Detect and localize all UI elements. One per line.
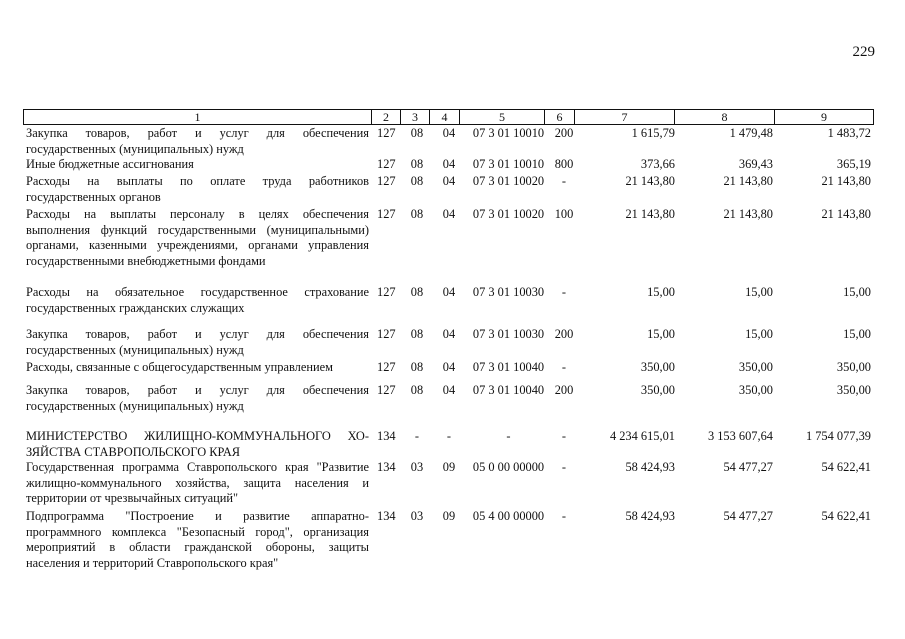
row-expense-type: - <box>561 429 567 443</box>
header-col-3: 3 <box>401 110 430 125</box>
row-expense-type: - <box>561 360 567 374</box>
row-amount-8: 369,43 <box>738 157 773 171</box>
row-section: 08 <box>410 285 424 299</box>
row-expense-type: - <box>561 509 567 523</box>
row-target-article: 07 3 01 10030 <box>472 285 545 299</box>
row-target-article: 07 3 01 10020 <box>472 174 545 188</box>
header-col-2: 2 <box>372 110 401 125</box>
row-subsection: 04 <box>442 174 456 188</box>
row-amount-7: 15,00 <box>647 285 675 299</box>
row-description: Расходы на выплаты по оплате труда работников государственных органов <box>26 174 369 204</box>
row-target-article: 07 3 01 10010 <box>472 126 545 140</box>
row-section: 08 <box>410 126 424 140</box>
row-target-article: 07 3 01 10040 <box>472 383 545 397</box>
row-amount-9: 365,19 <box>836 157 871 171</box>
row-expense-type: 200 <box>554 327 574 341</box>
row-ministry-code: 127 <box>377 360 396 374</box>
row-amount-8: 350,00 <box>738 383 773 397</box>
row-subsection: 04 <box>442 157 456 171</box>
row-expense-type: 100 <box>554 207 574 221</box>
row-section: 08 <box>410 157 424 171</box>
row-amount-7: 58 424,93 <box>625 460 675 474</box>
row-description: Расходы, связанные с общегосударственным управлением <box>26 360 333 374</box>
row-description: Закупка товаров, работ и услуг для обеспечения государственных (муниципальных) нужд <box>26 327 369 357</box>
row-target-article: 07 3 01 10040 <box>472 360 545 374</box>
header-col-7: 7 <box>575 110 675 125</box>
row-description: МИНИСТЕРСТВО ЖИЛИЩНО-КОММУНАЛЬНОГО ХО-ЗЯЙСТВА СТАВРОПОЛЬСКОГО КРАЯ <box>26 429 369 459</box>
row-amount-7: 350,00 <box>640 383 675 397</box>
row-section: 08 <box>410 327 424 341</box>
row-ministry-code: 134 <box>377 509 396 523</box>
row-amount-8: 21 143,80 <box>723 174 773 188</box>
row-amount-9: 15,00 <box>843 285 871 299</box>
row-ministry-code: 127 <box>377 327 396 341</box>
row-ministry-code: 127 <box>377 285 396 299</box>
header-col-4: 4 <box>430 110 460 125</box>
row-expense-type: 800 <box>554 157 574 171</box>
row-description: Расходы на выплаты персоналу в целях обеспечения выполнения функций государственными (муниципальными) органами, казенными учреждениями, органами управления государственными внебюджетными фондами <box>26 207 369 268</box>
row-description: Подпрограмма "Построение и развитие аппаратно-программного комплекса "Безопасный город", организация мероприятий в области гражданской обороны, защиты населения и территорий Ставропольского края" <box>26 509 369 570</box>
row-ministry-code: 127 <box>377 383 396 397</box>
row-amount-8: 15,00 <box>745 285 773 299</box>
row-amount-8: 3 153 607,64 <box>707 429 773 443</box>
row-subsection: 04 <box>442 360 456 374</box>
row-amount-8: 350,00 <box>738 360 773 374</box>
row-ministry-code: 127 <box>377 157 396 171</box>
row-subsection: - <box>446 429 452 443</box>
row-target-article: 07 3 01 10020 <box>472 207 545 221</box>
row-amount-9: 15,00 <box>843 327 871 341</box>
row-section: 08 <box>410 383 424 397</box>
row-target-article: 07 3 01 10010 <box>472 157 545 171</box>
row-amount-9: 21 143,80 <box>821 174 871 188</box>
row-description: Расходы на обязательное государственное страхование государственных гражданских служащих <box>26 285 369 315</box>
row-amount-7: 58 424,93 <box>625 509 675 523</box>
row-ministry-code: 127 <box>377 126 396 140</box>
row-subsection: 04 <box>442 207 456 221</box>
page-number: 229 <box>852 44 875 60</box>
column-number-header <box>23 109 874 125</box>
row-section: 03 <box>410 509 424 523</box>
row-amount-8: 54 477,27 <box>723 509 773 523</box>
row-subsection: 04 <box>442 327 456 341</box>
row-section: 08 <box>410 207 424 221</box>
row-section: 08 <box>410 174 424 188</box>
row-amount-7: 21 143,80 <box>625 174 675 188</box>
row-amount-7: 4 234 615,01 <box>609 429 675 443</box>
row-expense-type: - <box>561 174 567 188</box>
header-col-8: 8 <box>675 110 775 125</box>
row-target-article: 05 0 00 00000 <box>472 460 545 474</box>
row-subsection: 09 <box>442 460 456 474</box>
row-expense-type: 200 <box>554 126 574 140</box>
header-col-1: 1 <box>24 110 372 125</box>
row-expense-type: - <box>561 460 567 474</box>
header-col-9: 9 <box>775 110 874 125</box>
row-amount-8: 54 477,27 <box>723 460 773 474</box>
row-expense-type: - <box>561 285 567 299</box>
row-amount-9: 1 754 077,39 <box>805 429 871 443</box>
row-amount-9: 350,00 <box>836 360 871 374</box>
row-amount-7: 373,66 <box>640 157 675 171</box>
row-amount-7: 1 615,79 <box>631 126 675 140</box>
row-amount-9: 21 143,80 <box>821 207 871 221</box>
row-description: Закупка товаров, работ и услуг для обеспечения государственных (муниципальных) нужд <box>26 383 369 413</box>
row-section: - <box>414 429 420 443</box>
row-amount-9: 1 483,72 <box>827 126 871 140</box>
row-ministry-code: 134 <box>377 429 396 443</box>
row-subsection: 09 <box>442 509 456 523</box>
row-section: 03 <box>410 460 424 474</box>
row-description: Закупка товаров, работ и услуг для обеспечения государственных (муниципальных) нужд <box>26 126 369 156</box>
row-amount-7: 350,00 <box>640 360 675 374</box>
row-ministry-code: 134 <box>377 460 396 474</box>
row-ministry-code: 127 <box>377 174 396 188</box>
header-col-6: 6 <box>545 110 575 125</box>
row-target-article: - <box>506 429 511 443</box>
row-subsection: 04 <box>442 285 456 299</box>
row-amount-8: 15,00 <box>745 327 773 341</box>
row-subsection: 04 <box>442 383 456 397</box>
row-target-article: 05 4 00 00000 <box>472 509 545 523</box>
row-expense-type: 200 <box>554 383 574 397</box>
header-col-5: 5 <box>460 110 545 125</box>
row-amount-8: 21 143,80 <box>723 207 773 221</box>
row-ministry-code: 127 <box>377 207 396 221</box>
row-subsection: 04 <box>442 126 456 140</box>
row-amount-7: 21 143,80 <box>625 207 675 221</box>
row-amount-9: 54 622,41 <box>821 509 871 523</box>
row-amount-9: 54 622,41 <box>821 460 871 474</box>
row-amount-9: 350,00 <box>836 383 871 397</box>
row-amount-8: 1 479,48 <box>729 126 773 140</box>
row-description: Государственная программа Ставропольского края "Развитие жилищно-коммунального хозяйства, защита населения и территории от чрезвычайных ситуаций" <box>26 460 369 505</box>
row-target-article: 07 3 01 10030 <box>472 327 545 341</box>
row-section: 08 <box>410 360 424 374</box>
row-amount-7: 15,00 <box>647 327 675 341</box>
row-description: Иные бюджетные ассигнования <box>26 157 194 171</box>
